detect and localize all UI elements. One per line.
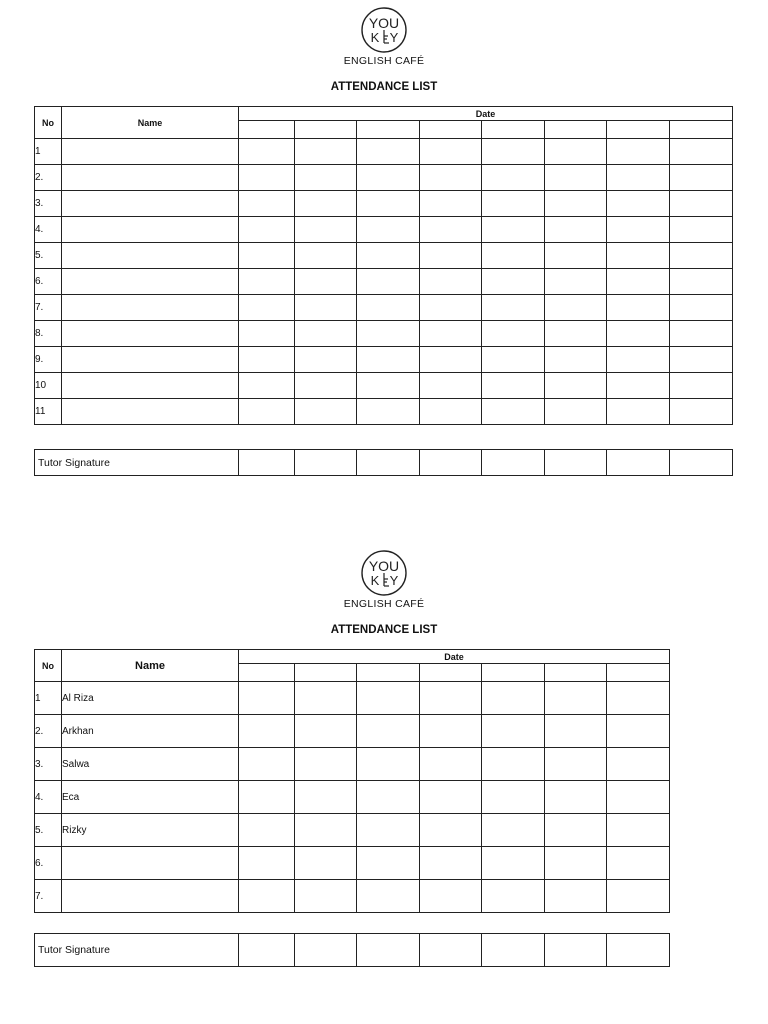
attendance-cell[interactable] [357,399,420,425]
table-row [35,217,733,243]
attendance-cell[interactable] [607,217,670,243]
row-number: 6. [35,847,62,880]
table-row [35,269,733,295]
attendance-cell[interactable] [295,814,357,847]
table-row [35,880,670,913]
student-name[interactable]: Eca [62,781,239,814]
attendance-cell[interactable] [670,191,733,217]
date-cell[interactable] [357,121,420,139]
attendance-cell[interactable] [670,139,733,165]
header-name: Name [62,107,239,139]
logo-top [320,6,448,67]
signature-cell[interactable] [545,934,607,967]
table-row [35,243,733,269]
row-number: 6. [35,269,62,295]
attendance-cell[interactable] [482,748,545,781]
attendance-cell[interactable] [545,347,607,373]
student-name[interactable] [62,243,239,269]
signature-cell[interactable] [420,450,482,476]
attendance-cell[interactable] [482,373,545,399]
attendance-cell[interactable] [357,880,420,913]
attendance-cell[interactable] [420,295,482,321]
attendance-cell[interactable] [420,682,482,715]
attendance-cell[interactable] [420,748,482,781]
attendance-cell[interactable] [239,781,295,814]
attendance-cell[interactable] [607,295,670,321]
attendance-cell[interactable] [295,373,357,399]
attendance-cell[interactable] [420,165,482,191]
table-row [35,814,670,847]
attendance-cell[interactable] [607,243,670,269]
attendance-cell[interactable] [239,715,295,748]
attendance-cell[interactable] [420,321,482,347]
signature-cell[interactable] [670,450,733,476]
attendance-cell[interactable] [670,347,733,373]
attendance-cell[interactable] [239,139,295,165]
attendance-cell[interactable] [482,295,545,321]
attendance-cell[interactable] [607,347,670,373]
student-name[interactable] [62,347,239,373]
attendance-cell[interactable] [482,781,545,814]
attendance-cell[interactable] [482,814,545,847]
row-number: 3. [35,748,62,781]
date-cell[interactable] [239,664,295,682]
attendance-cell[interactable] [239,373,295,399]
attendance-cell[interactable] [482,347,545,373]
tutor-signature-label: Tutor Signature [35,934,239,967]
table-row [35,191,733,217]
attendance-cell[interactable] [607,781,670,814]
attendance-cell[interactable] [607,321,670,347]
row-number: 2. [35,165,62,191]
student-name[interactable] [62,269,239,295]
attendance-cell[interactable] [482,399,545,425]
attendance-cell[interactable] [239,217,295,243]
attendance-cell[interactable] [482,243,545,269]
header-no: No [35,650,62,682]
student-name[interactable] [62,399,239,425]
table-row [35,347,733,373]
attendance-cell[interactable] [545,748,607,781]
attendance-cell[interactable] [670,269,733,295]
attendance-cell[interactable] [545,399,607,425]
attendance-cell[interactable] [482,321,545,347]
table-row [35,682,670,715]
student-name[interactable] [62,373,239,399]
attendance-cell[interactable] [357,139,420,165]
attendance-cell[interactable] [607,269,670,295]
header-name: Name [62,650,239,682]
student-name[interactable] [62,880,239,913]
attendance-cell[interactable] [670,373,733,399]
date-cell[interactable] [420,664,482,682]
attendance-cell[interactable] [420,847,482,880]
attendance-cell[interactable] [670,295,733,321]
signature-table-1 [34,449,733,476]
student-name[interactable] [62,165,239,191]
student-name[interactable] [62,139,239,165]
attendance-cell[interactable] [545,269,607,295]
logo-bottom [320,549,448,610]
attendance-cell[interactable] [670,217,733,243]
attendance-cell[interactable] [239,880,295,913]
attendance-cell[interactable] [420,715,482,748]
attendance-cell[interactable] [295,347,357,373]
table-row [35,847,670,880]
attendance-cell[interactable] [295,715,357,748]
date-cell[interactable] [482,121,545,139]
header-date: Date [239,107,733,121]
student-name[interactable] [62,191,239,217]
attendance-cell[interactable] [670,399,733,425]
table-row [35,399,733,425]
attendance-cell[interactable] [607,847,670,880]
attendance-cell[interactable] [545,373,607,399]
attendance-cell[interactable] [357,217,420,243]
attendance-cell[interactable] [420,814,482,847]
attendance-table-2 [34,649,670,913]
signature-cell[interactable] [239,934,295,967]
attendance-cell[interactable] [295,295,357,321]
date-cell[interactable] [357,664,420,682]
attendance-cell[interactable] [357,847,420,880]
row-number: 1 [35,139,62,165]
student-name[interactable] [62,295,239,321]
attendance-cell[interactable] [420,269,482,295]
attendance-cell[interactable] [357,715,420,748]
attendance-cell[interactable] [545,139,607,165]
logo-subtitle: ENGLISH CAFÉ [343,598,425,610]
attendance-cell[interactable] [239,243,295,269]
row-number: 3. [35,191,62,217]
attendance-cell[interactable] [295,748,357,781]
date-cell[interactable] [295,664,357,682]
attendance-cell[interactable] [357,243,420,269]
attendance-cell[interactable] [545,781,607,814]
student-name[interactable]: Salwa [62,748,239,781]
table-row [35,781,670,814]
logo-text-you: YOU [368,558,400,574]
attendance-cell[interactable] [239,847,295,880]
attendance-cell[interactable] [482,847,545,880]
logo-text-y: Y [389,30,399,45]
attendance-cell[interactable] [357,748,420,781]
attendance-cell[interactable] [420,217,482,243]
attendance-cell[interactable] [295,139,357,165]
attendance-cell[interactable] [295,217,357,243]
attendance-cell[interactable] [295,399,357,425]
attendance-cell[interactable] [295,880,357,913]
row-number: 5. [35,814,62,847]
header-date: Date [239,650,670,664]
attendance-cell[interactable] [357,814,420,847]
attendance-cell[interactable] [482,139,545,165]
attendance-cell[interactable] [607,165,670,191]
attendance-cell[interactable] [607,682,670,715]
attendance-cell[interactable] [607,880,670,913]
logo-text-y: Y [389,573,399,588]
attendance-cell[interactable] [357,781,420,814]
attendance-cell[interactable] [545,715,607,748]
attendance-cell[interactable] [420,243,482,269]
date-cell[interactable] [607,121,670,139]
attendance-cell[interactable] [420,399,482,425]
row-number: 8. [35,321,62,347]
attendance-cell[interactable] [607,715,670,748]
date-cell[interactable] [607,664,670,682]
row-number: 4. [35,781,62,814]
attendance-cell[interactable] [545,191,607,217]
attendance-cell[interactable] [420,347,482,373]
attendance-cell[interactable] [239,399,295,425]
attendance-cell[interactable] [239,295,295,321]
attendance-cell[interactable] [239,682,295,715]
logo-text-k: K [370,573,380,588]
signature-cell[interactable] [357,450,420,476]
signature-table-2 [34,933,670,967]
key-shape-icon [384,30,389,43]
signature-cell[interactable] [295,934,357,967]
attendance-cell[interactable] [420,781,482,814]
attendance-cell[interactable] [482,165,545,191]
attendance-cell[interactable] [670,321,733,347]
attendance-cell[interactable] [545,243,607,269]
table-row [35,321,733,347]
signature-cell[interactable] [357,934,420,967]
attendance-cell[interactable] [295,191,357,217]
attendance-cell[interactable] [357,165,420,191]
attendance-cell[interactable] [670,243,733,269]
attendance-cell[interactable] [357,269,420,295]
header-no: No [35,107,62,139]
you-key-logo-icon [360,6,408,54]
attendance-title-1: ATTENDANCE LIST [330,81,438,93]
attendance-cell[interactable] [357,295,420,321]
row-number: 9. [35,347,62,373]
student-name[interactable]: Rizky [62,814,239,847]
attendance-cell[interactable] [239,321,295,347]
attendance-cell[interactable] [420,373,482,399]
attendance-cell[interactable] [607,748,670,781]
attendance-cell[interactable] [482,682,545,715]
date-cell[interactable] [545,664,607,682]
you-key-logo-icon [360,549,408,597]
attendance-table-1 [34,106,733,425]
attendance-cell[interactable] [670,165,733,191]
attendance-cell[interactable] [482,191,545,217]
signature-cell[interactable] [607,934,670,967]
attendance-cell[interactable] [482,217,545,243]
student-name[interactable] [62,321,239,347]
date-cell[interactable] [420,121,482,139]
date-cell[interactable] [670,121,733,139]
attendance-cell[interactable] [239,347,295,373]
attendance-cell[interactable] [607,139,670,165]
row-number: 5. [35,243,62,269]
attendance-cell[interactable] [239,269,295,295]
student-name[interactable]: Arkhan [62,715,239,748]
attendance-cell[interactable] [295,243,357,269]
attendance-cell[interactable] [420,880,482,913]
signature-cell[interactable] [420,934,482,967]
table-row [35,165,733,191]
attendance-cell[interactable] [420,139,482,165]
attendance-cell[interactable] [545,165,607,191]
attendance-cell[interactable] [295,847,357,880]
signature-cell[interactable] [607,450,670,476]
attendance-cell[interactable] [295,269,357,295]
attendance-cell[interactable] [295,165,357,191]
row-number: 2. [35,715,62,748]
date-cell[interactable] [545,121,607,139]
attendance-cell[interactable] [357,191,420,217]
signature-cell[interactable] [545,450,607,476]
attendance-cell[interactable] [545,847,607,880]
table-row [35,139,733,165]
date-cell[interactable] [482,664,545,682]
attendance-cell[interactable] [239,165,295,191]
student-name[interactable] [62,847,239,880]
tutor-signature-label: Tutor Signature [35,450,239,476]
attendance-cell[interactable] [295,321,357,347]
attendance-cell[interactable] [295,781,357,814]
logo-text-you: YOU [368,15,400,31]
attendance-cell[interactable] [482,715,545,748]
attendance-cell[interactable] [357,321,420,347]
logo-text-k: K [370,30,380,45]
attendance-cell[interactable] [357,347,420,373]
attendance-cell[interactable] [482,880,545,913]
row-number: 4. [35,217,62,243]
attendance-cell[interactable] [545,682,607,715]
attendance-cell[interactable] [607,373,670,399]
signature-cell[interactable] [239,450,295,476]
table-row [35,373,733,399]
row-number: 1 [35,682,62,715]
attendance-cell[interactable] [545,217,607,243]
signature-cell[interactable] [482,450,545,476]
attendance-title-2: ATTENDANCE LIST [330,624,438,636]
date-cell[interactable] [239,121,295,139]
row-number: 11 [35,399,62,425]
attendance-cell[interactable] [545,814,607,847]
attendance-cell[interactable] [420,191,482,217]
attendance-cell[interactable] [239,814,295,847]
logo-subtitle: ENGLISH CAFÉ [343,55,425,67]
table-row [35,295,733,321]
table-row [35,715,670,748]
student-name[interactable]: Al Riza [62,682,239,715]
attendance-cell[interactable] [357,682,420,715]
row-number: 10 [35,373,62,399]
attendance-cell[interactable] [545,880,607,913]
row-number: 7. [35,880,62,913]
attendance-cell[interactable] [239,748,295,781]
attendance-cell[interactable] [545,321,607,347]
attendance-cell[interactable] [239,191,295,217]
student-name[interactable] [62,217,239,243]
attendance-cell[interactable] [295,682,357,715]
key-shape-icon [384,573,389,586]
attendance-cell[interactable] [357,373,420,399]
table-row [35,748,670,781]
date-cell[interactable] [295,121,357,139]
signature-cell[interactable] [295,450,357,476]
row-number: 7. [35,295,62,321]
attendance-cell[interactable] [482,269,545,295]
attendance-cell[interactable] [607,399,670,425]
signature-cell[interactable] [482,934,545,967]
attendance-cell[interactable] [607,814,670,847]
attendance-cell[interactable] [545,295,607,321]
attendance-cell[interactable] [607,191,670,217]
